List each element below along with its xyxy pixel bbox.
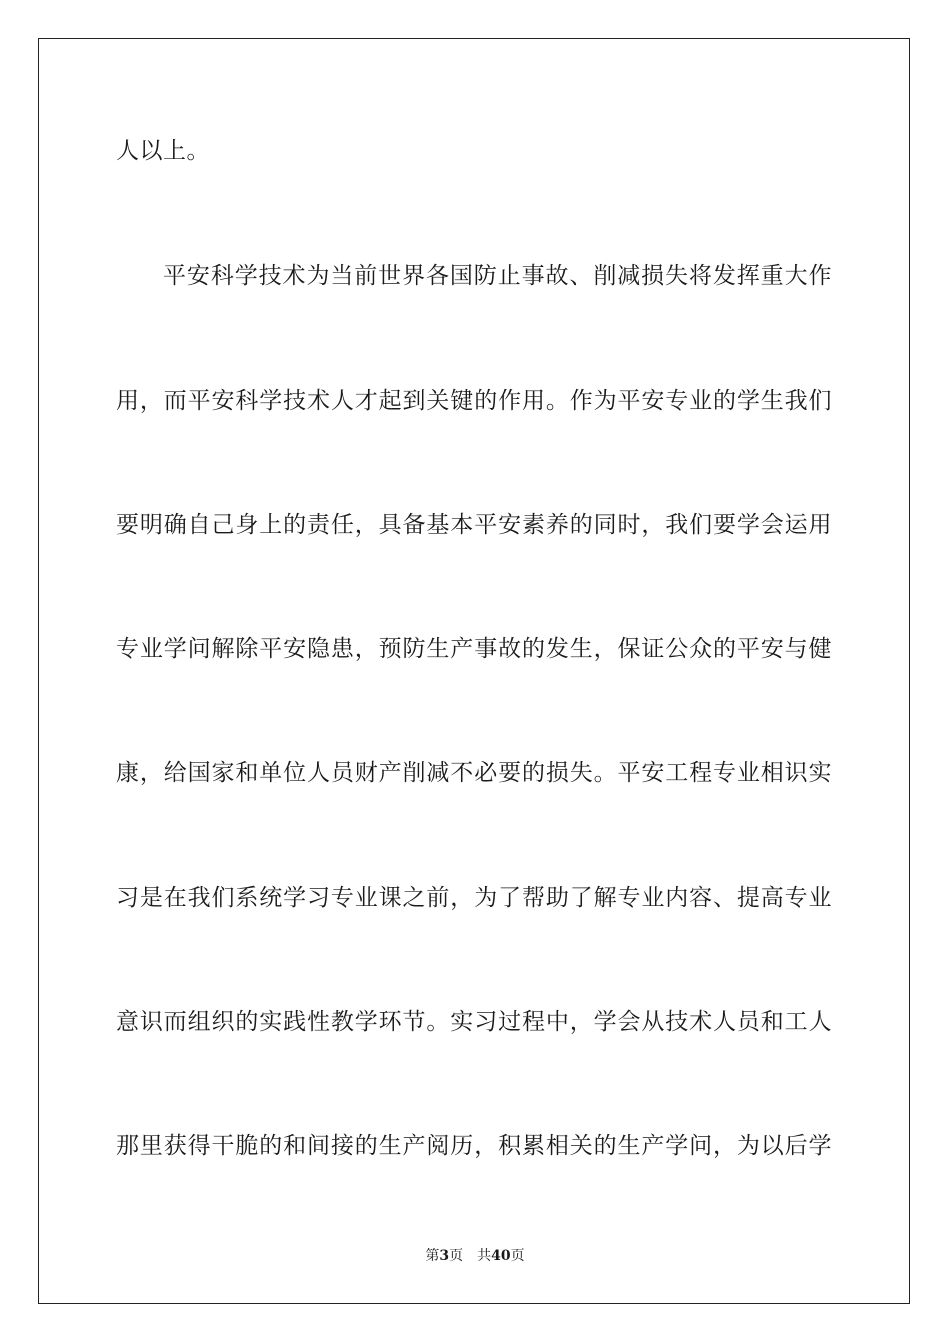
page-total-suffix: 页 <box>510 1248 525 1264</box>
page-footer <box>0 1247 950 1265</box>
page-border <box>38 38 910 1304</box>
text-line-7: 习是在我们系统学习专业课之前，为了帮助了解专业内容、提高专业 <box>116 885 832 911</box>
text-line-1: 人以上。 <box>116 138 210 164</box>
text-line-5: 专业学问解除平安隐患，预防生产事故的发生，保证公众的平安与健 <box>116 636 832 662</box>
text-line-6: 康，给国家和单位人员财产削减不必要的损失。平安工程专业相识实 <box>116 760 832 786</box>
text-line-2: 平安科学技术为当前世界各国防止事故、削减损失将发挥重大作 <box>163 263 832 289</box>
page-total-prefix: 共 <box>477 1248 492 1264</box>
page-total-count: 40 <box>491 1248 511 1264</box>
text-line-8: 意识而组织的实践性教学环节。实习过程中，学会从技术人员和工人 <box>116 1009 832 1035</box>
page-number-suffix: 页 <box>449 1248 464 1264</box>
text-line-9: 那里获得干脆的和间接的生产阅历，积累相关的生产学问，为以后学 <box>116 1133 832 1159</box>
page-number-prefix: 第 <box>425 1248 440 1264</box>
text-line-3: 用，而平安科学技术人才起到关键的作用。作为平安专业的学生我们 <box>116 388 832 414</box>
page-number-current: 3 <box>439 1248 450 1264</box>
text-line-4: 要明确自己身上的责任，具备基本平安素养的同时，我们要学会运用 <box>116 512 832 538</box>
